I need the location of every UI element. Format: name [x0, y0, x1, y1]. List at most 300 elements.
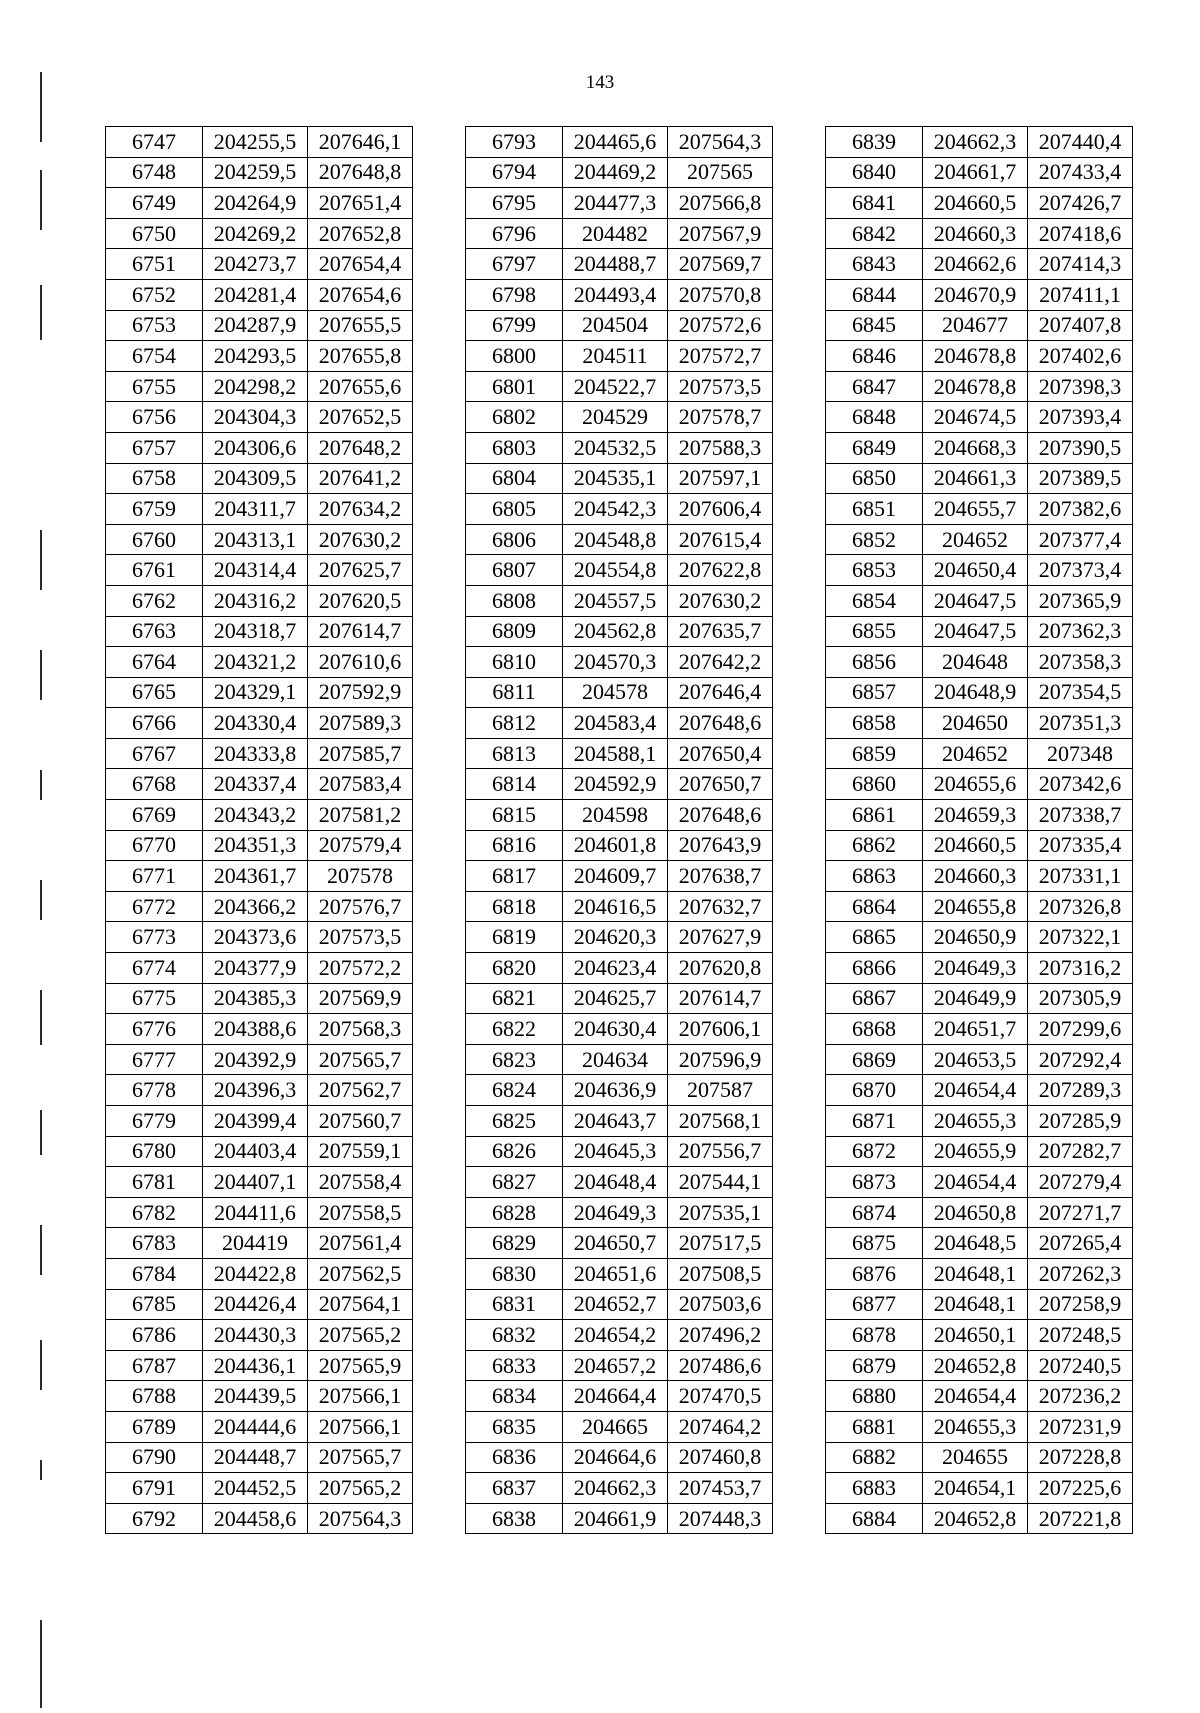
x-coordinate-cell: 204399,4: [203, 1106, 308, 1137]
point-number-cell: 6815: [466, 800, 563, 831]
y-coordinate-cell: 207362,3: [1028, 616, 1133, 647]
x-coordinate-cell: 204419: [203, 1228, 308, 1259]
table-row: [466, 953, 773, 984]
point-number-cell: 6825: [466, 1106, 563, 1137]
y-coordinate-cell: 207648,2: [308, 432, 413, 463]
x-coordinate-cell: 204655,7: [923, 494, 1028, 525]
point-number-cell: 6838: [466, 1503, 563, 1534]
x-coordinate-cell: 204678,8: [923, 371, 1028, 402]
margin-mark: [40, 72, 42, 142]
table-row: [466, 738, 773, 769]
point-number-cell: 6839: [826, 127, 923, 158]
table-row: [466, 371, 773, 402]
table-row: [106, 677, 413, 708]
x-coordinate-cell: 204351,3: [203, 830, 308, 861]
y-coordinate-cell: 207655,5: [308, 310, 413, 341]
y-coordinate-cell: 207265,4: [1028, 1228, 1133, 1259]
point-number-cell: 6805: [466, 494, 563, 525]
table-row: [826, 249, 1133, 280]
x-coordinate-cell: 204407,1: [203, 1167, 308, 1198]
point-number-cell: 6820: [466, 953, 563, 984]
table-row: [826, 585, 1133, 616]
y-coordinate-cell: 207635,7: [668, 616, 773, 647]
point-number-cell: 6810: [466, 647, 563, 678]
table-row: [826, 1044, 1133, 1075]
x-coordinate-cell: 204554,8: [563, 555, 668, 586]
point-number-cell: 6822: [466, 1014, 563, 1045]
table-row: [106, 1350, 413, 1381]
point-number-cell: 6804: [466, 463, 563, 494]
margin-mark: [40, 1110, 42, 1155]
y-coordinate-cell: 207279,4: [1028, 1167, 1133, 1198]
table-row: [106, 922, 413, 953]
x-coordinate-cell: 204664,4: [563, 1381, 668, 1412]
x-coordinate-cell: 204444,6: [203, 1411, 308, 1442]
table-row: [466, 1473, 773, 1504]
table-row: [466, 1381, 773, 1412]
point-number-cell: 6790: [106, 1442, 203, 1473]
margin-mark: [40, 1460, 42, 1480]
table-row: [826, 1503, 1133, 1534]
x-coordinate-cell: 204598: [563, 800, 668, 831]
margin-mark: [40, 770, 42, 800]
x-coordinate-cell: 204522,7: [563, 371, 668, 402]
y-coordinate-cell: 207411,1: [1028, 279, 1133, 310]
point-number-cell: 6819: [466, 922, 563, 953]
x-coordinate-cell: 204650: [923, 708, 1028, 739]
table-row: [466, 616, 773, 647]
table-row: [826, 157, 1133, 188]
table-row: [826, 524, 1133, 555]
x-coordinate-cell: 204388,6: [203, 1014, 308, 1045]
x-coordinate-cell: 204654,1: [923, 1473, 1028, 1504]
margin-mark: [40, 1340, 42, 1390]
point-number-cell: 6875: [826, 1228, 923, 1259]
point-number-cell: 6787: [106, 1350, 203, 1381]
x-coordinate-cell: 204403,4: [203, 1136, 308, 1167]
x-coordinate-cell: 204678,8: [923, 341, 1028, 372]
point-number-cell: 6836: [466, 1442, 563, 1473]
table-row: [466, 127, 773, 158]
x-coordinate-cell: 204645,3: [563, 1136, 668, 1167]
x-coordinate-cell: 204655,3: [923, 1106, 1028, 1137]
table-row: [106, 1320, 413, 1351]
table-row: [826, 1473, 1133, 1504]
x-coordinate-cell: 204385,3: [203, 983, 308, 1014]
table-row: [466, 1044, 773, 1075]
x-coordinate-cell: 204665: [563, 1411, 668, 1442]
point-number-cell: 6853: [826, 555, 923, 586]
y-coordinate-cell: 207221,8: [1028, 1503, 1133, 1534]
y-coordinate-cell: 207562,7: [308, 1075, 413, 1106]
y-coordinate-cell: 207646,4: [668, 677, 773, 708]
y-coordinate-cell: 207565,9: [308, 1350, 413, 1381]
table-row: [466, 218, 773, 249]
x-coordinate-cell: 204654,4: [923, 1167, 1028, 1198]
y-coordinate-cell: 207535,1: [668, 1197, 773, 1228]
x-coordinate-cell: 204662,3: [923, 127, 1028, 158]
x-coordinate-cell: 204452,5: [203, 1473, 308, 1504]
x-coordinate-cell: 204674,5: [923, 402, 1028, 433]
x-coordinate-cell: 204616,5: [563, 891, 668, 922]
point-number-cell: 6852: [826, 524, 923, 555]
margin-mark: [40, 880, 42, 920]
x-coordinate-cell: 204634: [563, 1044, 668, 1075]
x-coordinate-cell: 204677: [923, 310, 1028, 341]
point-number-cell: 6882: [826, 1442, 923, 1473]
table-row: [826, 1411, 1133, 1442]
table-row: [826, 1075, 1133, 1106]
y-coordinate-cell: 207564,3: [308, 1503, 413, 1534]
point-number-cell: 6874: [826, 1197, 923, 1228]
y-coordinate-cell: 207236,2: [1028, 1381, 1133, 1412]
table-row: [106, 371, 413, 402]
coordinates-table-1: [105, 126, 413, 1534]
table-row: [466, 188, 773, 219]
y-coordinate-cell: 207630,2: [308, 524, 413, 555]
y-coordinate-cell: 207566,1: [308, 1381, 413, 1412]
table-row: [466, 1442, 773, 1473]
table-row: [106, 769, 413, 800]
x-coordinate-cell: 204609,7: [563, 861, 668, 892]
y-coordinate-cell: 207407,8: [1028, 310, 1133, 341]
table-row: [826, 830, 1133, 861]
y-coordinate-cell: 207496,2: [668, 1320, 773, 1351]
y-coordinate-cell: 207565,7: [308, 1442, 413, 1473]
table-row: [106, 800, 413, 831]
x-coordinate-cell: 204488,7: [563, 249, 668, 280]
table-row: [826, 310, 1133, 341]
table-row: [106, 861, 413, 892]
page-number: 143: [585, 72, 615, 93]
table-row: [826, 402, 1133, 433]
y-coordinate-cell: 207414,3: [1028, 249, 1133, 280]
point-number-cell: 6749: [106, 188, 203, 219]
table-row: [466, 555, 773, 586]
y-coordinate-cell: 207453,7: [668, 1473, 773, 1504]
x-coordinate-cell: 204636,9: [563, 1075, 668, 1106]
table-row: [466, 983, 773, 1014]
y-coordinate-cell: 207583,4: [308, 769, 413, 800]
table-row: [826, 1442, 1133, 1473]
x-coordinate-cell: 204304,3: [203, 402, 308, 433]
table-row: [106, 494, 413, 525]
point-number-cell: 6801: [466, 371, 563, 402]
y-coordinate-cell: 207641,2: [308, 463, 413, 494]
point-number-cell: 6782: [106, 1197, 203, 1228]
table-row: [106, 157, 413, 188]
point-number-cell: 6794: [466, 157, 563, 188]
y-coordinate-cell: 207576,7: [308, 891, 413, 922]
table-row: [826, 1320, 1133, 1351]
x-coordinate-cell: 204653,5: [923, 1044, 1028, 1075]
x-coordinate-cell: 204411,6: [203, 1197, 308, 1228]
table-row: [826, 616, 1133, 647]
table-row: [106, 463, 413, 494]
x-coordinate-cell: 204625,7: [563, 983, 668, 1014]
point-number-cell: 6792: [106, 1503, 203, 1534]
x-coordinate-cell: 204648: [923, 647, 1028, 678]
point-number-cell: 6780: [106, 1136, 203, 1167]
point-number-cell: 6865: [826, 922, 923, 953]
x-coordinate-cell: 204330,4: [203, 708, 308, 739]
table-row: [826, 708, 1133, 739]
x-coordinate-cell: 204650,8: [923, 1197, 1028, 1228]
x-coordinate-cell: 204333,8: [203, 738, 308, 769]
x-coordinate-cell: 204377,9: [203, 953, 308, 984]
x-coordinate-cell: 204643,7: [563, 1106, 668, 1137]
x-coordinate-cell: 204439,5: [203, 1381, 308, 1412]
y-coordinate-cell: 207562,5: [308, 1258, 413, 1289]
x-coordinate-cell: 204465,6: [563, 127, 668, 158]
y-coordinate-cell: 207486,6: [668, 1350, 773, 1381]
y-coordinate-cell: 207620,8: [668, 953, 773, 984]
y-coordinate-cell: 207581,2: [308, 800, 413, 831]
table-row: [466, 1503, 773, 1534]
table-row: [106, 1381, 413, 1412]
x-coordinate-cell: 204504: [563, 310, 668, 341]
point-number-cell: 6754: [106, 341, 203, 372]
y-coordinate-cell: 207316,2: [1028, 953, 1133, 984]
point-number-cell: 6795: [466, 188, 563, 219]
x-coordinate-cell: 204273,7: [203, 249, 308, 280]
table-row: [826, 555, 1133, 586]
table-row: [466, 249, 773, 280]
x-coordinate-cell: 204311,7: [203, 494, 308, 525]
table-row: [466, 891, 773, 922]
x-coordinate-cell: 204620,3: [563, 922, 668, 953]
x-coordinate-cell: 204650,9: [923, 922, 1028, 953]
point-number-cell: 6832: [466, 1320, 563, 1351]
y-coordinate-cell: 207248,5: [1028, 1320, 1133, 1351]
point-number-cell: 6774: [106, 953, 203, 984]
y-coordinate-cell: 207654,6: [308, 279, 413, 310]
table-row: [826, 769, 1133, 800]
y-coordinate-cell: 207568,1: [668, 1106, 773, 1137]
y-coordinate-cell: 207418,6: [1028, 218, 1133, 249]
x-coordinate-cell: 204648,1: [923, 1258, 1028, 1289]
point-number-cell: 6848: [826, 402, 923, 433]
y-coordinate-cell: 207652,5: [308, 402, 413, 433]
x-coordinate-cell: 204562,8: [563, 616, 668, 647]
point-number-cell: 6783: [106, 1228, 203, 1259]
table-row: [826, 922, 1133, 953]
table-row: [106, 738, 413, 769]
point-number-cell: 6826: [466, 1136, 563, 1167]
point-number-cell: 6791: [106, 1473, 203, 1504]
y-coordinate-cell: 207271,7: [1028, 1197, 1133, 1228]
y-coordinate-cell: 207464,2: [668, 1411, 773, 1442]
point-number-cell: 6828: [466, 1197, 563, 1228]
point-number-cell: 6802: [466, 402, 563, 433]
x-coordinate-cell: 204652: [923, 738, 1028, 769]
y-coordinate-cell: 207354,5: [1028, 677, 1133, 708]
x-coordinate-cell: 204655,3: [923, 1411, 1028, 1442]
y-coordinate-cell: 207610,6: [308, 647, 413, 678]
point-number-cell: 6747: [106, 127, 203, 158]
table-row: [826, 463, 1133, 494]
y-coordinate-cell: 207342,6: [1028, 769, 1133, 800]
x-coordinate-cell: 204649,3: [563, 1197, 668, 1228]
table-row: [466, 1320, 773, 1351]
point-number-cell: 6812: [466, 708, 563, 739]
table-row: [106, 279, 413, 310]
y-coordinate-cell: 207650,7: [668, 769, 773, 800]
table-row: [106, 1075, 413, 1106]
x-coordinate-cell: 204458,6: [203, 1503, 308, 1534]
x-coordinate-cell: 204578: [563, 677, 668, 708]
point-number-cell: 6788: [106, 1381, 203, 1412]
table-row: [466, 432, 773, 463]
point-number-cell: 6758: [106, 463, 203, 494]
y-coordinate-cell: 207448,3: [668, 1503, 773, 1534]
y-coordinate-cell: 207258,9: [1028, 1289, 1133, 1320]
y-coordinate-cell: 207648,6: [668, 800, 773, 831]
x-coordinate-cell: 204592,9: [563, 769, 668, 800]
table-row: [826, 1350, 1133, 1381]
x-coordinate-cell: 204651,7: [923, 1014, 1028, 1045]
point-number-cell: 6833: [466, 1350, 563, 1381]
table-row: [466, 463, 773, 494]
x-coordinate-cell: 204649,9: [923, 983, 1028, 1014]
y-coordinate-cell: 207299,6: [1028, 1014, 1133, 1045]
x-coordinate-cell: 204477,3: [563, 188, 668, 219]
point-number-cell: 6752: [106, 279, 203, 310]
point-number-cell: 6871: [826, 1106, 923, 1137]
point-number-cell: 6868: [826, 1014, 923, 1045]
point-number-cell: 6757: [106, 432, 203, 463]
table-row: [466, 1197, 773, 1228]
table-row: [826, 677, 1133, 708]
point-number-cell: 6829: [466, 1228, 563, 1259]
x-coordinate-cell: 204482: [563, 218, 668, 249]
table-row: [466, 647, 773, 678]
x-coordinate-cell: 204511: [563, 341, 668, 372]
table-row: [826, 341, 1133, 372]
table-row: [826, 647, 1133, 678]
table-row: [826, 1258, 1133, 1289]
x-coordinate-cell: 204264,9: [203, 188, 308, 219]
y-coordinate-cell: 207348: [1028, 738, 1133, 769]
table-row: [826, 800, 1133, 831]
y-coordinate-cell: 207655,6: [308, 371, 413, 402]
x-coordinate-cell: 204654,4: [923, 1075, 1028, 1106]
y-coordinate-cell: 207326,8: [1028, 891, 1133, 922]
point-number-cell: 6851: [826, 494, 923, 525]
table-row: [466, 1228, 773, 1259]
x-coordinate-cell: 204655,8: [923, 891, 1028, 922]
y-coordinate-cell: 207338,7: [1028, 800, 1133, 831]
y-coordinate-cell: 207564,3: [668, 127, 773, 158]
table-row: [106, 402, 413, 433]
table-row: [466, 830, 773, 861]
y-coordinate-cell: 207556,7: [668, 1136, 773, 1167]
y-coordinate-cell: 207650,4: [668, 738, 773, 769]
point-number-cell: 6760: [106, 524, 203, 555]
x-coordinate-cell: 204306,6: [203, 432, 308, 463]
table-row: [106, 708, 413, 739]
point-number-cell: 6814: [466, 769, 563, 800]
point-number-cell: 6803: [466, 432, 563, 463]
x-coordinate-cell: 204647,5: [923, 585, 1028, 616]
point-number-cell: 6837: [466, 1473, 563, 1504]
point-number-cell: 6776: [106, 1014, 203, 1045]
table-row: [826, 1289, 1133, 1320]
point-number-cell: 6881: [826, 1411, 923, 1442]
y-coordinate-cell: 207565,2: [308, 1473, 413, 1504]
y-coordinate-cell: 207651,4: [308, 188, 413, 219]
y-coordinate-cell: 207289,3: [1028, 1075, 1133, 1106]
table-row: [106, 341, 413, 372]
point-number-cell: 6824: [466, 1075, 563, 1106]
x-coordinate-cell: 204293,5: [203, 341, 308, 372]
point-number-cell: 6800: [466, 341, 563, 372]
x-coordinate-cell: 204281,4: [203, 279, 308, 310]
point-number-cell: 6862: [826, 830, 923, 861]
point-number-cell: 6784: [106, 1258, 203, 1289]
x-coordinate-cell: 204269,2: [203, 218, 308, 249]
margin-mark: [40, 170, 42, 230]
y-coordinate-cell: 207382,6: [1028, 494, 1133, 525]
x-coordinate-cell: 204660,3: [923, 861, 1028, 892]
table-row: [106, 127, 413, 158]
point-number-cell: 6879: [826, 1350, 923, 1381]
point-number-cell: 6884: [826, 1503, 923, 1534]
x-coordinate-cell: 204361,7: [203, 861, 308, 892]
y-coordinate-cell: 207470,5: [668, 1381, 773, 1412]
x-coordinate-cell: 204529: [563, 402, 668, 433]
point-number-cell: 6755: [106, 371, 203, 402]
table-row: [466, 494, 773, 525]
table-row: [106, 432, 413, 463]
table-row: [826, 188, 1133, 219]
table-row: [106, 1167, 413, 1198]
table-row: [826, 1381, 1133, 1412]
table-row: [106, 1411, 413, 1442]
margin-mark: [40, 1225, 42, 1275]
point-number-cell: 6846: [826, 341, 923, 372]
table-row: [466, 1350, 773, 1381]
point-number-cell: 6873: [826, 1167, 923, 1198]
table-row: [106, 585, 413, 616]
y-coordinate-cell: 207585,7: [308, 738, 413, 769]
y-coordinate-cell: 207440,4: [1028, 127, 1133, 158]
y-coordinate-cell: 207596,9: [668, 1044, 773, 1075]
y-coordinate-cell: 207578,7: [668, 402, 773, 433]
table-row: [466, 1106, 773, 1137]
y-coordinate-cell: 207615,4: [668, 524, 773, 555]
point-number-cell: 6748: [106, 157, 203, 188]
y-coordinate-cell: 207597,1: [668, 463, 773, 494]
y-coordinate-cell: 207573,5: [308, 922, 413, 953]
point-number-cell: 6870: [826, 1075, 923, 1106]
y-coordinate-cell: 207648,6: [668, 708, 773, 739]
point-number-cell: 6855: [826, 616, 923, 647]
point-number-cell: 6835: [466, 1411, 563, 1442]
margin-mark: [40, 650, 42, 700]
point-number-cell: 6771: [106, 861, 203, 892]
y-coordinate-cell: 207285,9: [1028, 1106, 1133, 1137]
y-coordinate-cell: 207567,9: [668, 218, 773, 249]
point-number-cell: 6797: [466, 249, 563, 280]
x-coordinate-cell: 204601,8: [563, 830, 668, 861]
point-number-cell: 6796: [466, 218, 563, 249]
point-number-cell: 6750: [106, 218, 203, 249]
y-coordinate-cell: 207578: [308, 861, 413, 892]
table-row: [466, 524, 773, 555]
y-coordinate-cell: 207503,6: [668, 1289, 773, 1320]
point-number-cell: 6856: [826, 647, 923, 678]
